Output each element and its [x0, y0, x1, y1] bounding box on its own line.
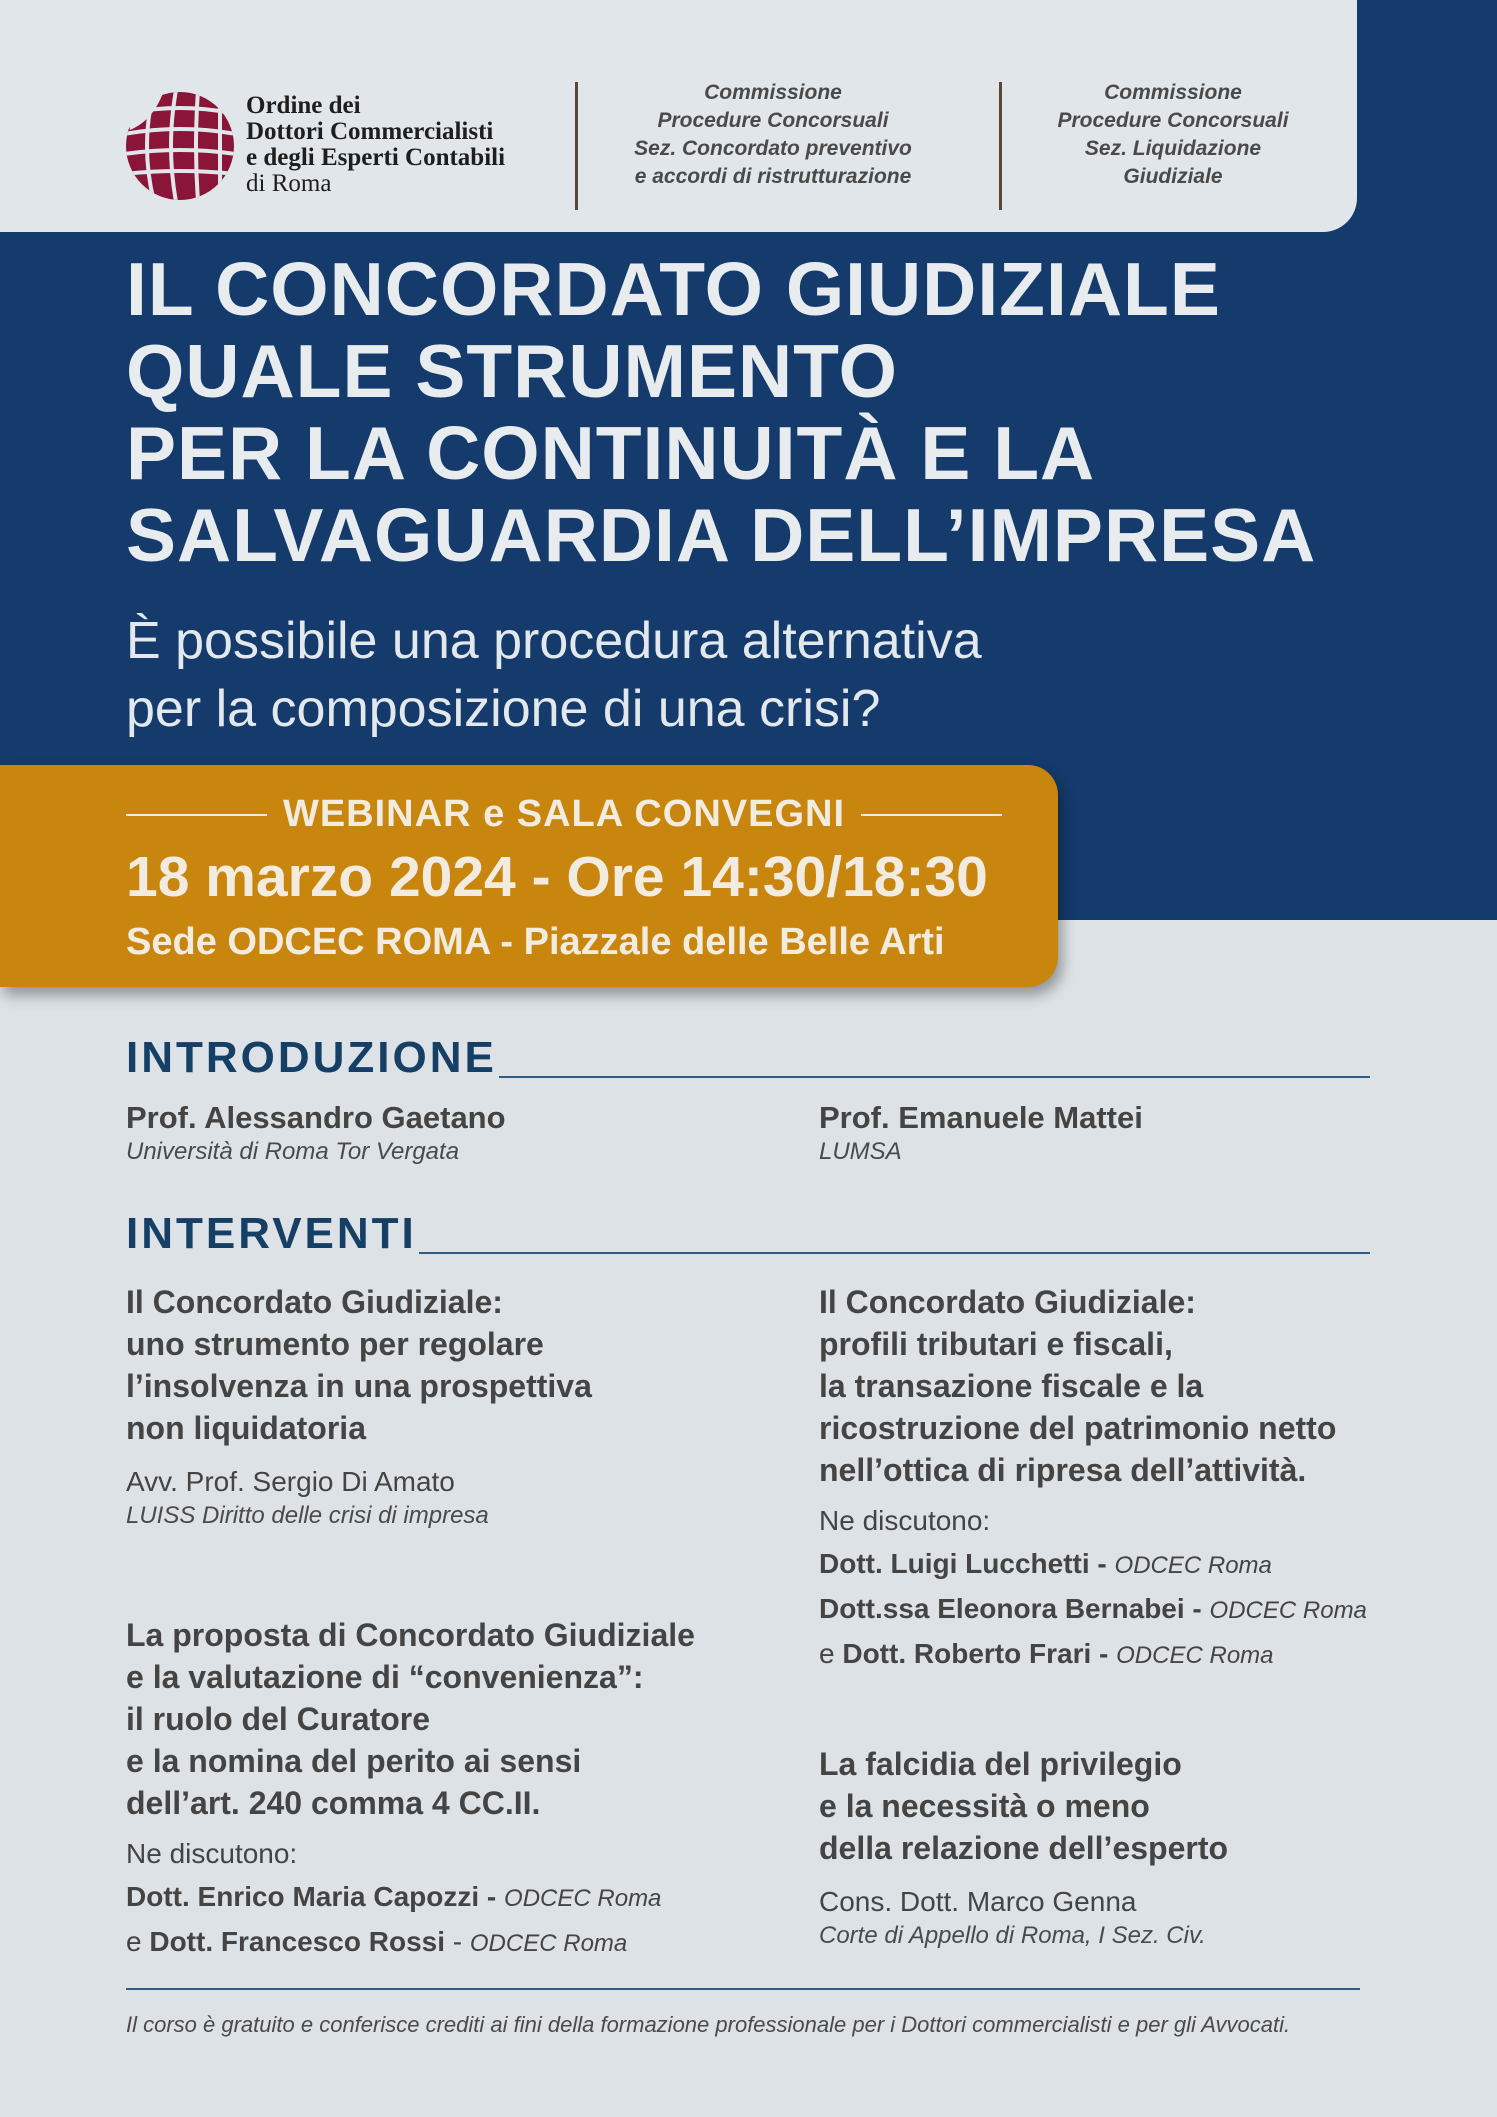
- panelist-name: Dott. Luigi Lucchetti: [819, 1548, 1090, 1579]
- logo-line-2: Dottori Commercialisti: [246, 118, 494, 145]
- discuss-label: Ne discutono:: [126, 1838, 298, 1869]
- speaker-affiliation: LUMSA: [819, 1138, 902, 1165]
- panelist-prefix: e: [819, 1638, 843, 1669]
- speaker-name: Prof. Emanuele Mattei: [819, 1100, 1143, 1135]
- panelist-org: ODCEC Roma: [1209, 1597, 1367, 1624]
- panelist-org: ODCEC Roma: [1114, 1552, 1272, 1579]
- panelist-separator: -: [445, 1926, 470, 1957]
- header-divider: [575, 82, 578, 210]
- commission-1-line-2: Procedure Concorsuali: [657, 109, 889, 132]
- section-heading: INTRODUZIONE: [126, 1033, 497, 1082]
- intro-speaker-1: [126, 1099, 506, 1167]
- talk-title-line: ricostruzione del patrimonio netto: [819, 1410, 1337, 1446]
- divider: [499, 1076, 1370, 1078]
- panelist: [126, 1875, 695, 1920]
- footer-note: Il corso è gratuito e conferisce crediti ai fini della formazione professionale per i Dottori commercialisti e per gli Avvocati.: [126, 2012, 1291, 2037]
- organization-name: [246, 93, 505, 197]
- talk-title-line: l’insolvenza in una prospettiva: [126, 1368, 592, 1404]
- section-introduzione: [126, 1034, 1370, 1082]
- commission-1-line-4: e accordi di ristrutturazione: [634, 165, 912, 188]
- panelist-name: Dott. Enrico Maria Capozzi: [126, 1881, 480, 1912]
- title-line: SALVAGUARDIA DELL’IMPRESA: [126, 493, 1317, 577]
- panelist-separator: -: [1091, 1638, 1117, 1669]
- panelist: [819, 1632, 1367, 1677]
- speaker-affiliation: Università di Roma Tor Vergata: [126, 1138, 460, 1165]
- title-line: IL CONCORDATO GIUDIZIALE: [126, 247, 1221, 331]
- talk-title-line: La falcidia del privilegio: [819, 1746, 1182, 1782]
- talk-title-line: la transazione fiscale e la: [819, 1368, 1204, 1404]
- title-line: QUALE STRUMENTO: [126, 329, 898, 413]
- talk-title-line: non liquidatoria: [126, 1410, 366, 1446]
- divider: [126, 814, 267, 816]
- speaker-affiliation: Corte di Appello di Roma, I Sez. Civ.: [819, 1922, 1206, 1949]
- panelist-org: ODCEC Roma: [1116, 1642, 1274, 1669]
- panelist-name: Dott. Francesco Rossi: [149, 1926, 445, 1957]
- event-venue: Sede ODCEC ROMA - Piazzale delle Belle Arti: [126, 921, 945, 963]
- header-divider: [999, 82, 1002, 210]
- intro-speaker-2: [819, 1099, 1143, 1167]
- event-format: WEBINAR e SALA CONVEGNI: [282, 793, 846, 835]
- event-format-row: [126, 793, 1002, 836]
- talk-title-line: La proposta di Concordato Giudiziale: [126, 1617, 695, 1653]
- talk-title-line: il ruolo del Curatore: [126, 1701, 431, 1737]
- talk-4: [819, 1743, 1228, 1951]
- divider: [861, 814, 1002, 816]
- section-heading: INTERVENTI: [126, 1209, 417, 1258]
- panelist-name: Dott. Roberto Frari: [842, 1638, 1092, 1669]
- panelist: [126, 1920, 695, 1965]
- speaker-name: Prof. Alessandro Gaetano: [126, 1100, 506, 1135]
- panelist-separator: -: [1089, 1548, 1115, 1579]
- talk-3: [819, 1281, 1367, 1677]
- talk-title-line: profili tributari e fiscali,: [819, 1326, 1173, 1362]
- speaker-name: Avv. Prof. Sergio Di Amato: [126, 1466, 455, 1497]
- page-title: [126, 248, 1316, 576]
- speaker-affiliation: LUISS Diritto delle crisi di impresa: [126, 1502, 489, 1529]
- commission-1-line-3: Sez. Concordato preventivo: [634, 137, 912, 160]
- panelist-separator: -: [479, 1881, 505, 1912]
- commission-liquidazione: [1028, 79, 1318, 191]
- talk-title-line: e la necessità o meno: [819, 1788, 1150, 1824]
- subtitle-line: È possibile una procedura alternativa: [126, 612, 982, 670]
- talk-title-line: Il Concordato Giudiziale:: [126, 1284, 503, 1320]
- subtitle-line: per la composizione di una crisi?: [126, 680, 881, 738]
- talk-1: [126, 1281, 592, 1531]
- commission-2-line-1: Commissione: [1104, 81, 1242, 104]
- logo-line-4: di Roma: [246, 170, 332, 197]
- logo-line-3: e degli Esperti Contabili: [246, 144, 506, 171]
- logo-line-1: Ordine dei: [246, 92, 361, 119]
- talk-title-line: e la nomina del perito ai sensi: [126, 1743, 582, 1779]
- odcec-globe-logo-icon: [124, 90, 236, 202]
- panelist-org: ODCEC Roma: [469, 1930, 628, 1957]
- commission-2-line-4: Giudiziale: [1123, 165, 1223, 188]
- footer-divider: [126, 1988, 1360, 1990]
- talk-2: [126, 1614, 695, 1965]
- commission-2-line-2: Procedure Concorsuali: [1057, 109, 1289, 132]
- panelist: [819, 1587, 1367, 1632]
- divider: [419, 1252, 1370, 1254]
- commission-concordato: [608, 79, 938, 191]
- speaker-name: Cons. Dott. Marco Genna: [819, 1886, 1137, 1917]
- panelist: [819, 1542, 1367, 1587]
- title-line: PER LA CONTINUITÀ E LA: [126, 411, 1096, 495]
- talk-title-line: uno strumento per regolare: [126, 1326, 544, 1362]
- panelist-name: Dott.ssa Eleonora Bernabei: [819, 1593, 1185, 1624]
- panelist-prefix: e: [126, 1926, 150, 1957]
- commission-2-line-3: Sez. Liquidazione: [1084, 137, 1262, 160]
- talk-title-line: Il Concordato Giudiziale:: [819, 1284, 1196, 1320]
- commission-1-line-1: Commissione: [704, 81, 842, 104]
- section-interventi: [126, 1210, 1370, 1258]
- talk-title-line: nell’ottica di ripresa dell’attività.: [819, 1452, 1307, 1488]
- talk-title-line: dell’art. 240 comma 4 CC.II.: [126, 1785, 541, 1821]
- panelist-org: ODCEC Roma: [504, 1885, 662, 1912]
- talk-title-line: e la valutazione di “convenienza”:: [126, 1659, 644, 1695]
- talk-title-line: della relazione dell’esperto: [819, 1830, 1229, 1866]
- event-date-time: 18 marzo 2024 - Ore 14:30/18:30: [126, 845, 988, 909]
- page-subtitle: [126, 607, 982, 743]
- panelist-separator: -: [1184, 1593, 1210, 1624]
- discuss-label: Ne discutono:: [819, 1505, 991, 1536]
